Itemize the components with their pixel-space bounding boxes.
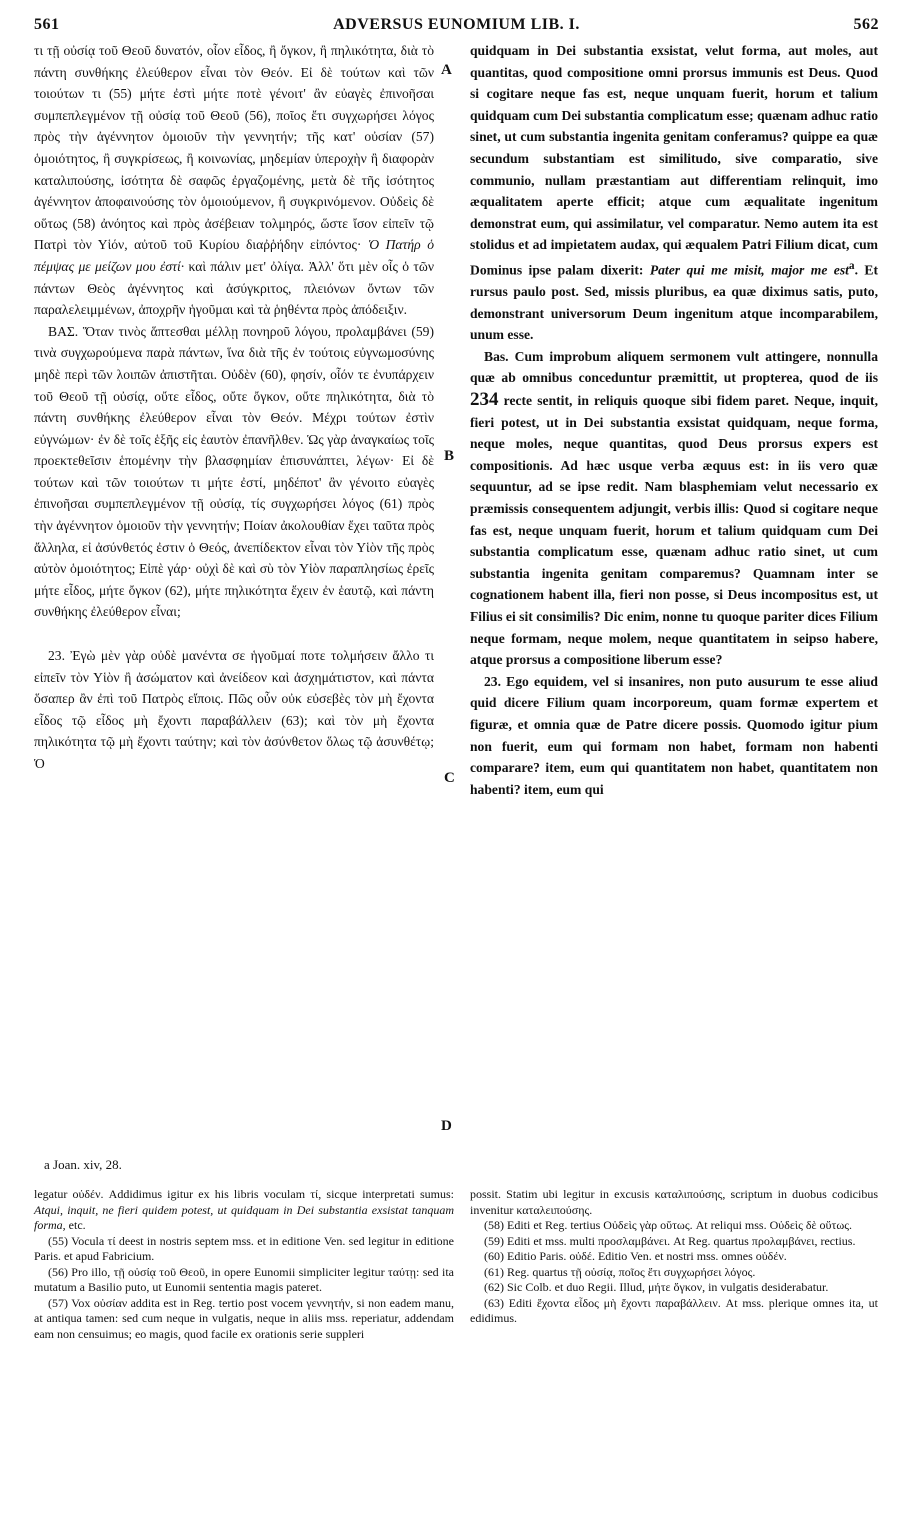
latin-paragraph-2	[470, 346, 878, 671]
note-61: (61) Reg. quartus τῇ οὐσίᾳ, ποῖος ἔτι συγχωρήσει λόγος.	[484, 1264, 756, 1279]
margin-mark-d: D	[441, 1118, 452, 1134]
greek-text: καὶ πάλιν μετ' ὀλίγα. Ἀλλ' ὅτι μὲν οἷς ὁ τῶν πάντων Θεὸς ἀγέννητος καὶ ἀσύγκριτος, πλειόνων ὄντων τῶν παραλελειμμένων, ἀποχρῆν ἡγοῦμαι καὶ τὰ ῥηθέντα πρὸς ἀπόδειξιν.	[34, 258, 434, 318]
greek-scripture-quote: Ὁ Πατήρ ὁ πέμψας με μείζων μου ἐστί·	[34, 237, 435, 274]
scripture-footnote: a Joan. xiv, 28.	[44, 1157, 122, 1172]
greek-text: τι τῇ οὐσίᾳ τοῦ Θεοῦ δυνατόν, οἷον εἶδος, ἢ ὄγκον, ἢ πηλικότητα, διὰ τὸ πάντη συνθήκης ἐλεύθερον εἶναι τὸν Θεόν. Εἰ δὲ τούτων καὶ τῶν τοιούτων τι (55) μήτε ἐστὶ μήτε ποτὲ γένοιτ' ἂν εὐαγὲς ἐπινοῆσαι συμπεπλεγμένον τῇ οὐσίᾳ τοῦ Θεοῦ (56), ποῖος ἔτι συγχωρήσει λόγος πρὸς τὴν ἀγέννητον ὁμοιοῦν τὴν γεννητήν; τῆς κατ' οὐσίαν (57) ὁμοιότητος, ἢ συγκρίσεως, ἢ κοινωνίας, μηδεμίαν ὑπεροχὴν ἢ διαφορὰν καταλιπούσης, ἰσότητα δὲ σαφῶς ἐργαζομένης, μετὰ δὲ τῆς ἰσότητος ἀγέννητον ἀποφαινούσης τὸν ὁμοιούμενον, ἢ συγκρινόμενον. Οὐδεὶς δὲ οὕτως (58) ἀνόητος καὶ πρὸς ἀσέβειαν τολμηρός, ὥστε ἴσον εἰπεῖν τῷ Πατρὶ τὸν Υἱόν, αὐτοῦ τοῦ Κυρίου διαῤῥήδην εἰπόντος·	[34, 43, 434, 253]
margin-mark-a: A	[441, 62, 452, 78]
notes-right-column	[470, 1187, 878, 1327]
page-number-right: 562	[853, 16, 879, 33]
greek-speaker-label: ΒΑΣ.	[48, 323, 79, 339]
latin-text: 23. Ego equidem, vel si insanires, non puto ausurum te esse aliud quid dicere Filium quam incorporeum, quam formæ expertem et figuræ, et omnia quæ de Patre dicere possis. Quomodo igitur pium non fuerit, eum qui formam non habet, formam non habenti comparare? item, eum qui quantitatem non habet, quantitatem non habenti? item, eum qui	[470, 673, 878, 797]
footnote-marker: a	[848, 259, 855, 272]
note-58: (58) Editi et Reg. tertius Οὐδεὶς γὰρ οὕτως. At reliqui mss. Οὐδεὶς δὲ οὕτως.	[484, 1218, 852, 1232]
latin-paragraph-3	[470, 671, 878, 801]
latin-speaker-label: Bas.	[484, 348, 509, 364]
page-number-left: 561	[34, 16, 60, 33]
note-continuation	[34, 1187, 454, 1234]
greek-text: Ὅταν τινὸς ἅπτεσθαι μέλλῃ πονηροῦ λόγου, προλαμβάνει (59) τινὰ συγχωρούμενα παρὰ πάντων, ἵνα διὰ τῆς ἐν τούτοις εὐγνωμοσύνης μηδὲ περὶ τῶν λοιπῶν ἀπιστῆται. Οὐδὲν (60), φησίν, οἷόν τε ἐνυπάρχειν τοῦ Θεοῦ τῇ οὐσίᾳ, οὔτε εἶδος, οὔτε ὄγκον, οὔτε πηλικότητα, διὰ τὸ πάντη συνθήκης ἐλεύθερον εἶναι τὸν Θεόν. Μέχρι τούτων ἐστὶν εὐγνώμων· ἐν δὲ τοῖς ἑξῆς εἰς ἑαυτὸν ἐπανῆλθεν. Ὡς γὰρ ἀναγκαίως τοῖς προεκτεθεῖσιν ἑπομένην τὴν βλασφημίαν ἐπισυνάπτει, λέγων· Εἰ δὲ τούτων καὶ τῶν τοιούτων τι μήτε ἐστί, μηδέποτ' ἂν γένοιτο εὐαγὲς ἐπινοῆσαι συμπεπλεγμένον τῇ οὐσίᾳ, τίς συγχωρήσει λόγος (61) πρὸς τὴν ἀγέννητον ὁμοιοῦν τὴν γεννητήν; Ποίαν ἀκολουθίαν ἔχει ταῦτα πρὸς ἄλληλα, εἰ ἀσύνθετός ἐστιν ὁ Θεός, ἀνεπίδεκτον εἶναι τὸν Υἱὸν τῆς πρὸς αὐτὸν ὁμοιότητος; Εἰπὲ γάρ· οὐχὶ δὲ καὶ σὺ τὸν Υἱὸν παραπλησίως ἐρεῖς μήτε εἶδος, μήτε ὄγκον (62), μήτε πηλικότητα ἔχειν ἐν ἑαυτῷ, καὶ πάντη συνθήκης ἐλεύθερον εἶναι;	[34, 323, 435, 620]
page-header	[34, 10, 879, 38]
greek-paragraph-3	[34, 645, 434, 775]
note-57-continuation: possit. Statim ubi legitur in excusis καταλιπούσης, scriptum in duobus codicibus invenitur καταλειπούσης.	[470, 1187, 878, 1217]
note-60: (60) Editio Paris. οὐδέ. Editio Ven. et nostri mss. omnes οὐδέν.	[484, 1249, 787, 1263]
greek-paragraph-2	[34, 321, 434, 623]
note-55: (55) Vocula τί deest in nostris septem mss. et in editione Ven. sed legitur in editione Paris. et apud Fabricium.	[34, 1233, 454, 1263]
note-56: (56) Pro illo, τῇ οὐσίᾳ τοῦ Θεοῦ, in opere Eunomii simpliciter legitur ταύτῃ: sed ita mutatum a Basilio puto, ut Eunomii sententia magis pateret.	[34, 1264, 454, 1294]
greek-text: 23. Ἐγὼ μὲν γὰρ οὐδὲ μανέντα σε ἡγοῦμαί ποτε τολμήσειν ἄλλο τι εἰπεῖν τὸν Υἱὸν ἢ ἀσώματον καὶ ἀνείδεον καὶ ἀσχημάτιστον, καὶ πάντα ὅσαπερ ἂν ἐπὶ τοῦ Πατρὸς εἴποις. Πῶς οὖν οὐκ εὐσεβὲς τὸν μὴ ἔχοντα εἶδος τῷ εἶδος μὴ ἔχοντι παραβάλλειν (63); καὶ τὸν μὴ ἔχοντα πηλικότητα τῷ μὴ ἔχοντι ταύτην; καὶ τὸν ἀσύνθετον ὅλως τῷ ἀσυνθέτῳ; Ὁ	[34, 648, 434, 771]
latin-text: . Et rursus paulo post. Sed, missis pluribus, ea quæ diximus satis, puto, demonstrant universorum Deum ingenitum atque incomparabilem, unum esse.	[470, 262, 878, 343]
latin-paragraph-1	[470, 40, 878, 346]
note-63: (63) Editi ἔχοντα εἶδος μὴ ἔχοντι παραβάλλειν. At mss. plerique omnes ita, ut edidimus.	[470, 1295, 878, 1325]
margin-mark-c: C	[444, 770, 455, 786]
latin-text: Cum improbum aliquem sermonem vult attingere, nonnulla quæ ab omnibus conceduntur præmittit, ut propterea, quod de iis	[470, 348, 878, 386]
note-italic-text: Atqui, inquit, ne fieri quidem potest, ut quidquam in Dei substantia exsistat tanquam forma,	[34, 1202, 454, 1232]
running-title: ADVERSUS EUNOMIUM LIB. I.	[333, 16, 580, 33]
note-59: (59) Editi et mss. multi προσλαμβάνει. At Reg. quartus προλαμβάνει, rectius.	[484, 1233, 856, 1248]
greek-paragraph-1	[34, 40, 434, 321]
note-62: (62) Sic Colb. et duo Regii. Illud, μήτε ὄγκον, in vulgatis desiderabatur.	[484, 1280, 829, 1294]
note-text: etc.	[68, 1218, 86, 1232]
latin-scripture-quote: Pater qui me misit, major me est	[649, 262, 849, 278]
latin-text: quidquam in Dei substantia exsistat, velut forma, aut moles, aut quantitas, quod compositione omni prorsus immunis est Deus. Quod si cogitare neque fas est, neque unquam fuerit, horum et talium quidquam cum Dei substantia complicatum esse; quænam adhuc ratio sinet, ut cum substantia ingenita genitam conferamus? quippe ea quæ secundum substantiam est similitudo, sive comparatio, sive communio, nullam præstantiam aut differentiam relinquit, imo æqualitatem aperte efficit; atque cum æqualitate ingenitum demonstrat eum, qui assimilatur, vel comparatur. Nemo autem ita est stolidus et ad impietatem audax, qui æqualem Patri Filium dicat, cum Dominus ipse palam dixerit:	[470, 43, 878, 278]
latin-text: recte sentit, in reliquis quoque sibi fidem paret. Neque, inquit, fieri potest, ut in Dei substantia exsistat quidquam, neque forma, neque moles, neque quantitas, quod Deus prorsus expers est compositionis. Ad hæc usque verba æquus est: in iis vero quæ sequuntur, ad se ipse redit. Nam blasphemiam velut necessario ex præmissis consequentem adjungit, verbis illis: Quod si cogitare neque fas est, neque unquam fuerit, horum et talium quidquam cum Dei substantia complicatum esse, quænam adhuc ratio sinet, ut cum substantia ingenita genitam comparemus? Quamnam inter se cognationem habent illa, fieri non posse, si Deus incompositus est, ut Filius ei sit consimilis? Dic enim, nonne tu quoque pariter dices Filium neque formam, neque molem, neque quantitatem in seipso habere, atque prorsus a compositione liberum esse?	[470, 393, 878, 668]
column-number: 234	[470, 389, 499, 411]
margin-mark-b: B	[444, 448, 455, 464]
latin-column	[470, 40, 878, 800]
greek-column	[34, 40, 434, 775]
note-text: legatur οὐδέν. Addidimus igitur ex his libris voculam τί, sicque interpretati sumus:	[34, 1187, 454, 1201]
note-57: (57) Vox οὐσίαν addita est in Reg. tertio post vocem γεννητήν, si non eadem manu, at antiqua tamen: sed cum neque in vulgatis, neque in aliis mss. reperiatur, addendam eam non censuimus; eo magis, quod facile ex orationis serie suppleri	[34, 1295, 454, 1341]
notes-left-column	[34, 1187, 454, 1342]
